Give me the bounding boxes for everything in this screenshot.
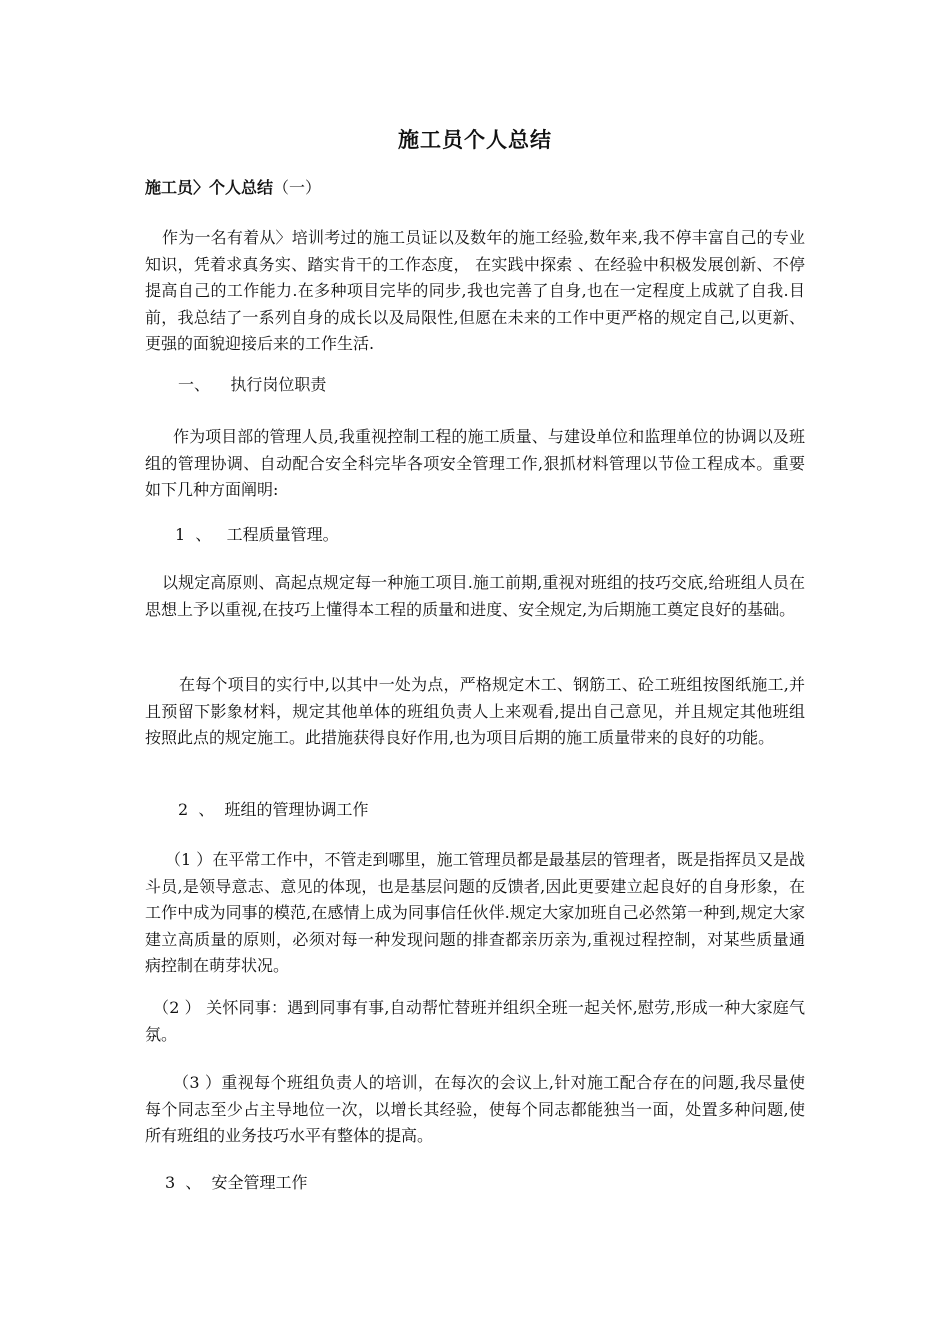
sub1-heading: 1 、 工程质量管理。 <box>175 525 339 544</box>
intro-paragraph: 作为一名有着从〉培训考过的施工员证以及数年的施工经验,数年来,我不停丰富自己的专业知识，凭着求真务实、踏实肯干的工作态度， 在实践中探索 、在经验中积极发展创新、不停提高自己的工作能力.在多种项目完毕的同步,我也完善了自身,也在一定程度上成就了自我.目前，我总结了一系列自身的成长以及局限性,但愿在未来的工作中更严格的规定自己,以更新、更强的面貌迎接后来的工作生活. <box>145 228 805 353</box>
sub2-heading: 2 、 班组的管理协调工作 <box>178 800 369 819</box>
section1-paragraph: 作为项目部的管理人员,我重视控制工程的施工质量、与建设单位和监理单位的协调以及班组的管理协调、自动配合安全科完毕各项安全管理工作,狠抓材料管理以节俭工程成本。重要如下几种方面阐明: <box>145 427 805 499</box>
document-title: 施工员个人总结 <box>398 127 552 152</box>
document-subtitle <box>145 175 321 198</box>
section1-heading: 一、 执行岗位职责 <box>178 375 327 394</box>
subtitle-main: 施工员〉个人总结 <box>145 178 274 197</box>
sub1-paragraph-2: 在每个项目的实行中,以其中一处为点，严格规定木工、钢筋工、砼工班组按图纸施工,并且预留下影象材料，规定其他单体的班组负责人上来观看,提出自己意见，并且规定其他班组按照此点的规定施工。此措施获得良好作用,也为项目后期的施工质量带来的良好的功能。 <box>145 675 805 747</box>
sub2-item-2: （2 ） 关怀同事：遇到同事有事,自动帮忙替班并组织全班一起关怀,慰劳,形成一种大家庭气氛。 <box>145 998 805 1044</box>
sub2-item-1: （1 ）在平常工作中，不管走到哪里，施工管理员都是最基层的管理者，既是指挥员又是战斗员,是领导意志、意见的体现，也是基层问题的反馈者,因此更要建立起良好的自身形象，在工作中成为同事的模范,在感情上成为同事信任伙伴.规定大家加班自己必然第一种到,规定大家建立高质量的原则，必须对每一种发现问题的排查都亲历亲为,重视过程控制，对某些质量通病控制在萌芽状况。 <box>145 850 805 975</box>
subtitle-paren: （一） <box>273 178 322 197</box>
sub2-item-3: （3 ）重视每个班组负责人的培训，在每次的会议上,针对施工配合存在的问题,我尽量使每个同志至少占主导地位一次，以增长其经验，使每个同志都能独当一面，处置多种问题,使所有班组的业务技巧水平有整体的提高。 <box>145 1073 805 1145</box>
sub3-heading: 3 、 安全管理工作 <box>165 1173 308 1192</box>
sub1-paragraph-1: 以规定高原则、高起点规定每一种施工项目.施工前期,重视对班组的技巧交底,给班组人员在思想上予以重视,在技巧上懂得本工程的质量和进度、安全规定,为后期施工奠定良好的基础。 <box>145 573 805 619</box>
